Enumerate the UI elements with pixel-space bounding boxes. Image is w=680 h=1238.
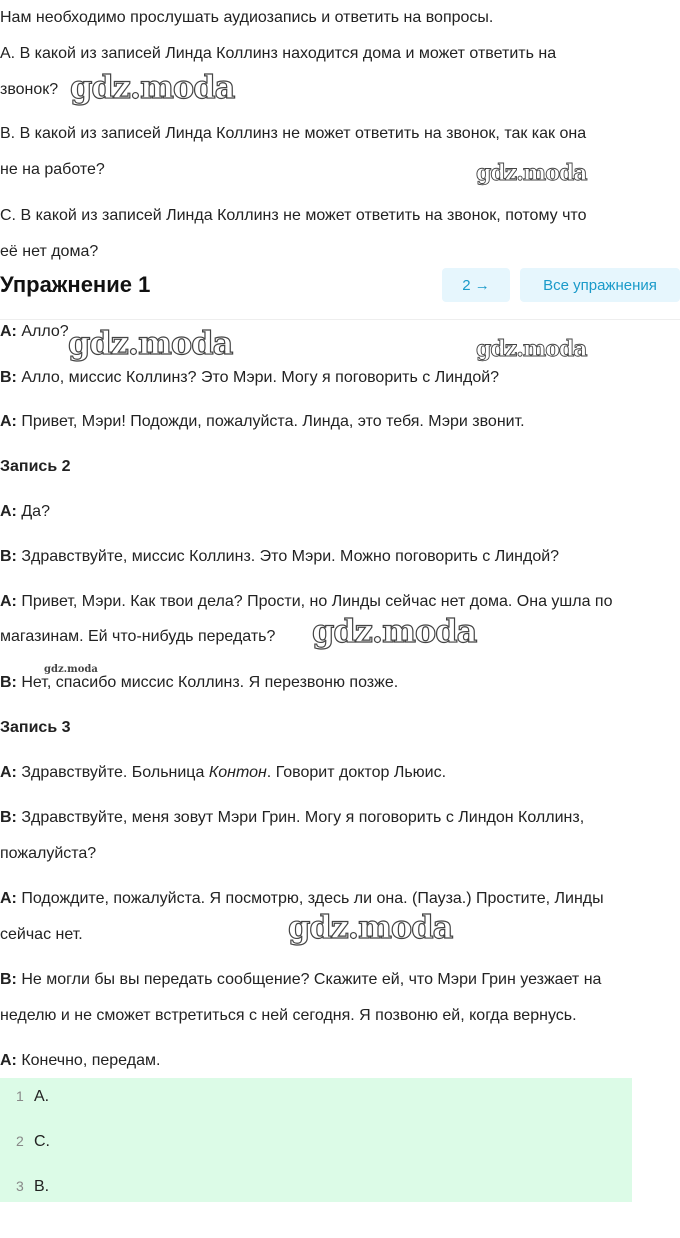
record2-line-a2: A: Привет, Мэри. Как твои дела? Прости, но Линды сейчас нет дома. Она ушла по	[0, 593, 613, 610]
question-a-line2: звонок?	[0, 81, 59, 98]
dialog1-line-a1: A: Алло?	[0, 323, 69, 340]
record2-heading: Запись 2	[0, 458, 71, 475]
dialog1-line-b1: B: Алло, миссис Коллинз? Это Мэри. Могу я поговорить с Линдой?	[0, 369, 500, 386]
watermark-logo: gdz.moda	[68, 324, 233, 362]
answers-block	[0, 1078, 632, 1202]
watermark-logo: gdz.moda	[476, 336, 587, 362]
question-c-line2: её нет дома?	[0, 243, 99, 260]
answer-item: 3 B.	[16, 1178, 50, 1195]
answer-item: 1 A.	[16, 1088, 50, 1105]
record2-line-a2-cont: магазинам. Ей что-нибудь передать?	[0, 628, 276, 645]
record3-line-b2-cont: неделю и не сможет встретиться с ней сегодня. Я позвоню ей, когда вернусь.	[0, 1007, 577, 1024]
record3-line-b2: B: Не могли бы вы передать сообщение? Скажите ей, что Мэри Грин уезжает на	[0, 971, 602, 988]
watermark-logo: gdz.moda	[312, 612, 477, 650]
record3-line-b1: B: Здравствуйте, меня зовут Мэри Грин. Могу я поговорить с Линдон Коллинз,	[0, 809, 585, 826]
question-c-line1: C. В какой из записей Линда Коллинз не может ответить на звонок, потому что	[0, 207, 587, 224]
record3-line-a3: A: Конечно, передам.	[0, 1052, 161, 1069]
record2-line-a1: A: Да?	[0, 503, 50, 520]
question-b-line1: B. В какой из записей Линда Коллинз не может ответить на звонок, так как она	[0, 125, 587, 142]
watermark-logo: gdz.moda	[70, 68, 235, 106]
intro-text: Нам необходимо прослушать аудиозапись и ответить на вопросы.	[0, 9, 494, 26]
record3-heading: Запись 3	[0, 719, 71, 736]
next-exercise-button[interactable]: 2 →	[442, 268, 510, 302]
watermark-logo: gdz.moda	[476, 160, 587, 186]
question-a-line1: A. В какой из записей Линда Коллинз находится дома и может ответить на	[0, 45, 557, 62]
record2-line-b1: B: Здравствуйте, миссис Коллинз. Это Мэри. Можно поговорить с Линдой?	[0, 548, 560, 565]
watermark-logo: gdz.moda	[44, 664, 98, 675]
watermark-logo: gdz.moda	[288, 908, 453, 946]
exercise-title: Упражнение 1	[0, 272, 151, 297]
question-b-line2: не на работе?	[0, 161, 105, 178]
dialog1-line-a2: A: Привет, Мэри! Подожди, пожалуйста. Линда, это тебя. Мэри звонит.	[0, 413, 525, 430]
record3-line-a2: A: Подождите, пожалуйста. Я посмотрю, здесь ли она. (Пауза.) Простите, Линды	[0, 890, 604, 907]
record3-line-a2-cont: сейчас нет.	[0, 926, 83, 943]
record2-line-b2: B: Нет, спасибо миссис Коллинз. Я перезвоню позже.	[0, 674, 399, 691]
answer-item: 2 C.	[16, 1133, 50, 1150]
all-exercises-button[interactable]: Все упражнения	[520, 268, 680, 302]
record3-line-b1-cont: пожалуйста?	[0, 845, 97, 862]
record3-line-a1: A: Здравствуйте. Больница Контон. Говорит доктор Льюис.	[0, 764, 447, 781]
